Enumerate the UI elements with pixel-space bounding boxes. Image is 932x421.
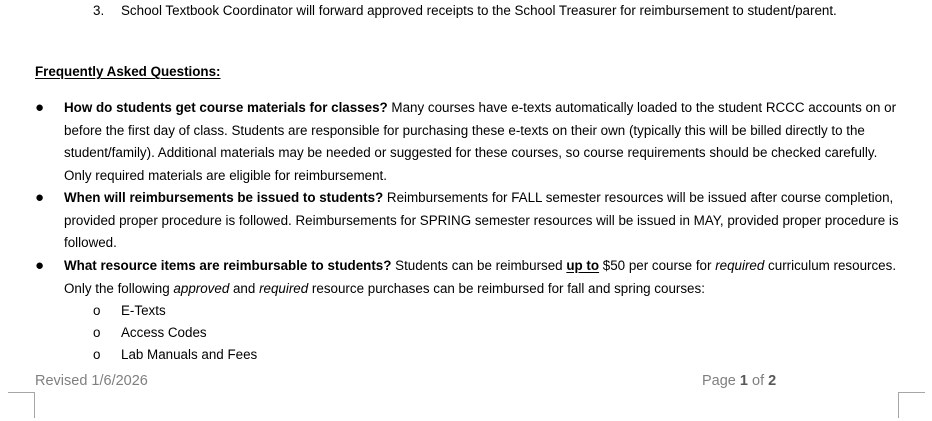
faq-answer: Many courses have e-texts automatically loaded to the student RCCC accounts on or before the first day of class. Students are responsible for purchasing these e-texts on their own (typically this will be billed directly to the student/family). Additional materials may be needed or suggested for these courses, so course requirements should be checked carefully. Only required materials are eligible for reimbursement. <box>64 100 897 183</box>
faq-item-body <box>64 187 904 255</box>
sub-item-label: Lab Manuals and Fees <box>121 347 258 362</box>
faq-question: When will reimbursements be issued to students? <box>64 190 384 205</box>
faq-answer-italic: approved <box>173 280 230 296</box>
faq-answer-part: $50 per course for <box>599 258 716 273</box>
bullet-icon: ● <box>35 257 45 274</box>
faq-question: What resource items are reimbursable to students? <box>64 258 392 273</box>
sub-item-label: Access Codes <box>121 325 207 340</box>
faq-item-body <box>64 97 904 187</box>
step-text: School Textbook Coordinator will forward approved receipts to the School Treasurer for reimbursement to student/parent. <box>121 3 837 18</box>
crop-mark-left-vertical <box>34 392 35 418</box>
page-current: 1 <box>739 373 748 389</box>
crop-mark-right-vertical <box>898 392 899 418</box>
page-word: Page <box>702 373 736 389</box>
page-of: of <box>752 373 765 389</box>
faq-answer-part: Students can be reimbursed <box>391 258 567 273</box>
sub-item-label: E-Texts <box>121 303 166 318</box>
page-total: 2 <box>768 373 777 389</box>
faq-answer-italic: required <box>259 280 309 296</box>
faq-answer: Reimbursements for FALL semester resources will be issued after course completion, provided proper procedure is followed. Reimbursements for SPRING semester resources will be issued in MAY, provided proper procedure is followed. <box>64 190 899 250</box>
bullet-icon: ● <box>35 99 45 116</box>
crop-mark-right-horizontal <box>898 392 925 393</box>
faq-answer-italic: required <box>715 258 765 273</box>
faq-answer-part: resource purchases can be reimbursed for fall and spring courses: <box>308 280 705 296</box>
sub-bullet-icon: o <box>93 303 101 318</box>
crop-mark-left-horizontal <box>8 392 35 393</box>
faq-item-body <box>64 255 904 300</box>
faq-question: How do students get course materials for classes? <box>64 100 388 115</box>
faq-answer-part: and <box>229 280 260 296</box>
bullet-icon: ● <box>35 189 45 206</box>
faq-answer-emphasis: up to <box>566 258 600 273</box>
sub-bullet-icon: o <box>93 347 101 362</box>
sub-bullet-icon: o <box>93 325 101 340</box>
step-number: 3. <box>93 3 105 18</box>
faq-heading: Frequently Asked Questions: <box>35 64 221 79</box>
footer-page-number <box>702 371 776 391</box>
footer-revised: Revised 1/6/2026 <box>35 373 148 389</box>
faq-answer-part: curriculum resources. Only the following <box>64 258 897 296</box>
